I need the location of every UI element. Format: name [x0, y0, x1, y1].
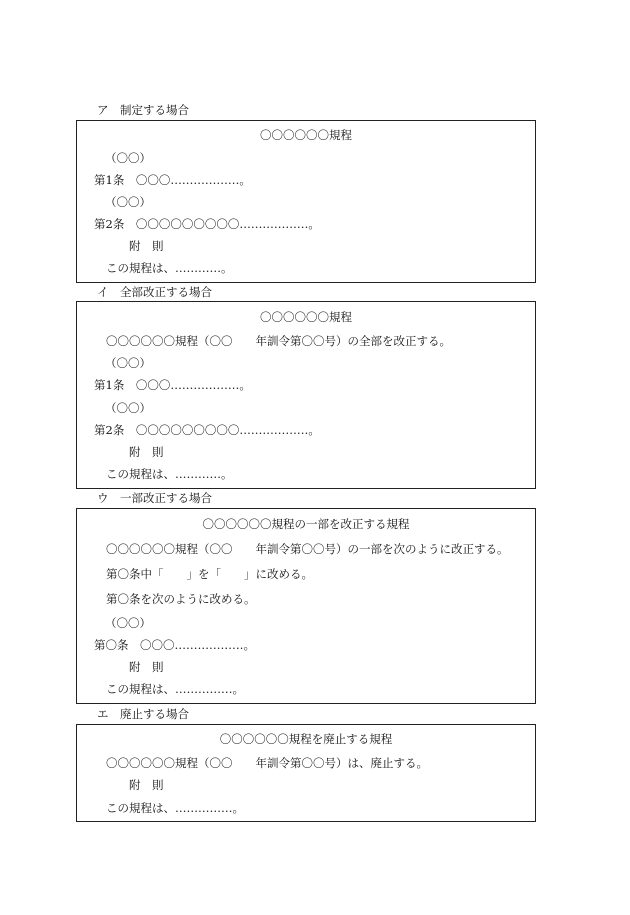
article-revised: 第〇条 〇〇〇………………。	[94, 638, 255, 652]
section-label-zenbu-kaisei: イ 全部改正する場合	[97, 285, 212, 299]
repeal-statement: 〇〇〇〇〇〇規程（〇〇 年訓令第〇〇号）は、廃止する。	[106, 756, 428, 770]
enforcement-clause: この規程は、……………。	[106, 801, 244, 815]
article-2: 第2条 〇〇〇〇〇〇〇〇〇………………。	[94, 423, 320, 437]
enforcement-clause: この規程は、…………。	[106, 467, 233, 481]
template-box-zenbu-kaisei	[76, 301, 536, 489]
article-1: 第1条 〇〇〇………………。	[94, 378, 251, 392]
article-1: 第1条 〇〇〇………………。	[94, 173, 251, 187]
supplementary-provisions-heading: 附 則	[129, 239, 164, 253]
regulation-title: 〇〇〇〇〇〇規程	[260, 310, 352, 324]
template-box-haishi	[76, 724, 536, 822]
amendment-statement: 〇〇〇〇〇〇規程（〇〇 年訓令第〇〇号）の全部を改正する。	[106, 334, 451, 348]
supplementary-provisions-heading: 附 則	[129, 778, 164, 792]
template-box-ichibu-kaisei	[76, 508, 536, 704]
supplementary-provisions-heading: 附 則	[129, 660, 164, 674]
section-label-ichibu-kaisei: ウ 一部改正する場合	[97, 491, 212, 505]
regulation-title: 〇〇〇〇〇〇規程	[260, 128, 352, 142]
article-caption: （〇〇）	[105, 195, 151, 209]
revision-clause: 第〇条を次のように改める。	[106, 592, 256, 606]
article-caption: （〇〇）	[105, 616, 151, 630]
regulation-title: 〇〇〇〇〇〇規程の一部を改正する規程	[202, 517, 410, 531]
enforcement-clause: この規程は、…………。	[106, 261, 233, 275]
article-caption: （〇〇）	[105, 151, 151, 165]
article-caption: （〇〇）	[105, 401, 151, 415]
template-box-seitei	[76, 120, 536, 283]
section-label-seitei: ア 制定する場合	[97, 103, 189, 117]
amendment-statement: 〇〇〇〇〇〇規程（〇〇 年訓令第〇〇号）の一部を次のように改正する。	[106, 542, 509, 556]
article-2: 第2条 〇〇〇〇〇〇〇〇〇………………。	[94, 217, 320, 231]
article-caption: （〇〇）	[105, 356, 151, 370]
enforcement-clause: この規程は、……………。	[106, 682, 244, 696]
regulation-title: 〇〇〇〇〇〇規程を廃止する規程	[219, 732, 393, 746]
section-label-haishi: エ 廃止する場合	[97, 707, 189, 721]
replacement-clause: 第〇条中「 」を「 」に改める。	[106, 567, 313, 581]
supplementary-provisions-heading: 附 則	[129, 445, 164, 459]
